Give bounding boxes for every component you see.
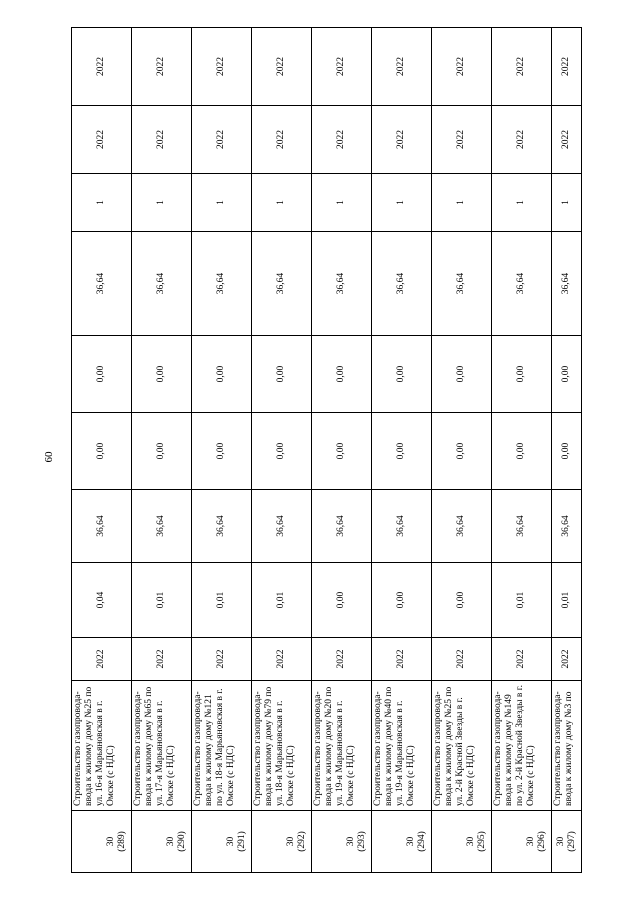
cell-c3: 0,00 xyxy=(72,413,132,490)
cell-year: 2022 xyxy=(372,638,432,681)
cell-c6: 1 xyxy=(372,174,432,232)
cell-c4: 0,00 xyxy=(72,336,132,413)
table-body xyxy=(72,28,582,873)
row-index-cell xyxy=(192,811,252,873)
project-name-cell: Строительство газопровода-ввода к жилому дому №3 по xyxy=(552,681,582,811)
cell-c3: 0,00 xyxy=(372,413,432,490)
row-subindex: (292) xyxy=(297,831,307,852)
cell-c6: 1 xyxy=(252,174,312,232)
cell-c5: 36,64 xyxy=(72,232,132,336)
cell-c1: 0,04 xyxy=(72,563,132,638)
row-index: 30 xyxy=(526,836,536,847)
cell-c7: 2022 xyxy=(432,106,492,174)
cell-c1: 0,01 xyxy=(552,563,582,638)
cell-c1: 0,01 xyxy=(252,563,312,638)
cell-c7: 2022 xyxy=(372,106,432,174)
cell-year: 2022 xyxy=(72,638,132,681)
cell-c1: 0,00 xyxy=(312,563,372,638)
cell-c2: 36,64 xyxy=(72,490,132,563)
cell-year: 2022 xyxy=(492,638,552,681)
project-name-cell: Строительство газопровода-ввода к жилому дому №65 по ул. 17-я Марьяновская в г. Омске (с НДС) xyxy=(132,681,192,811)
row-index-cell xyxy=(492,811,552,873)
cell-c6: 1 xyxy=(492,174,552,232)
row-index-cell xyxy=(372,811,432,873)
cell-c3: 0,00 xyxy=(552,413,582,490)
row-subindex: (295) xyxy=(477,831,487,852)
table-row xyxy=(312,28,372,873)
table-row xyxy=(372,28,432,873)
cell-c4: 0,00 xyxy=(372,336,432,413)
cell-c5: 36,64 xyxy=(492,232,552,336)
cell-c3: 0,00 xyxy=(192,413,252,490)
cell-c2: 36,64 xyxy=(132,490,192,563)
row-index: 30 xyxy=(556,836,566,847)
cell-c2: 36,64 xyxy=(492,490,552,563)
cell-year: 2022 xyxy=(252,638,312,681)
row-index-cell xyxy=(432,811,492,873)
cell-c8: 2022 xyxy=(192,28,252,106)
cell-c6: 1 xyxy=(312,174,372,232)
project-name-cell: Строительство газопровода-ввода к жилому дому №25 по ул. 2-й Красной Звезды в г. Омске (с НДС) xyxy=(432,681,492,811)
cell-c2: 36,64 xyxy=(552,490,582,563)
project-name-cell: Строительство газопровода-ввода к жилому дому №121 по ул. 18-я Марьяновская в г. Омске (с НДС) xyxy=(192,681,252,811)
cell-c2: 36,64 xyxy=(252,490,312,563)
project-name-cell: Строительство газопровода-ввода к жилому дому №40 по ул. 19-я Марьяновская в г. Омске (с НДС) xyxy=(372,681,432,811)
row-index-cell xyxy=(252,811,312,873)
cell-c1: 0,01 xyxy=(492,563,552,638)
cell-c8: 2022 xyxy=(312,28,372,106)
cell-c5: 36,64 xyxy=(312,232,372,336)
cell-year: 2022 xyxy=(432,638,492,681)
project-name-cell: Строительство газопровода-ввода к жилому дому №79 по ул. 18-я Марьяновская в г. Омске (с НДС) xyxy=(252,681,312,811)
row-subindex: (296) xyxy=(537,831,547,852)
cell-c5: 36,64 xyxy=(372,232,432,336)
cell-year: 2022 xyxy=(132,638,192,681)
cell-c3: 0,00 xyxy=(432,413,492,490)
rotated-table-container xyxy=(71,28,581,873)
table-row xyxy=(432,28,492,873)
cell-c1: 0,01 xyxy=(192,563,252,638)
cell-c7: 2022 xyxy=(492,106,552,174)
cell-c6: 1 xyxy=(132,174,192,232)
row-subindex: (297) xyxy=(567,831,577,852)
cell-c7: 2022 xyxy=(72,106,132,174)
cell-c7: 2022 xyxy=(312,106,372,174)
cell-c2: 36,64 xyxy=(432,490,492,563)
cell-c4: 0,00 xyxy=(552,336,582,413)
page-number: 60 xyxy=(43,451,55,463)
row-subindex: (289) xyxy=(117,831,127,852)
row-subindex: (290) xyxy=(177,831,187,852)
cell-c3: 0,00 xyxy=(312,413,372,490)
row-index: 30 xyxy=(466,836,476,847)
cell-c5: 36,64 xyxy=(552,232,582,336)
table-row xyxy=(492,28,552,873)
cell-c8: 2022 xyxy=(372,28,432,106)
row-index: 30 xyxy=(406,836,416,847)
cell-c8: 2022 xyxy=(432,28,492,106)
cell-c6: 1 xyxy=(552,174,582,232)
cell-c1: 0,01 xyxy=(132,563,192,638)
row-subindex: (291) xyxy=(237,831,247,852)
cell-c7: 2022 xyxy=(552,106,582,174)
cell-year: 2022 xyxy=(552,638,582,681)
row-index: 30 xyxy=(226,836,236,847)
cell-c4: 0,00 xyxy=(132,336,192,413)
project-name-cell: Строительство газопровода-ввода к жилому дому №25 по ул. 16-я Марьяновская в г. Омске (с НДС) xyxy=(72,681,132,811)
cell-c3: 0,00 xyxy=(252,413,312,490)
row-index-cell xyxy=(312,811,372,873)
cell-c6: 1 xyxy=(72,174,132,232)
row-subindex: (294) xyxy=(417,831,427,852)
cell-c4: 0,00 xyxy=(492,336,552,413)
row-subindex: (293) xyxy=(357,831,367,852)
cell-c4: 0,00 xyxy=(312,336,372,413)
cell-c6: 1 xyxy=(432,174,492,232)
cell-c5: 36,64 xyxy=(432,232,492,336)
cell-c6: 1 xyxy=(192,174,252,232)
cell-c8: 2022 xyxy=(492,28,552,106)
cell-c2: 36,64 xyxy=(192,490,252,563)
cell-c8: 2022 xyxy=(552,28,582,106)
investment-table xyxy=(71,27,582,873)
cell-c3: 0,00 xyxy=(492,413,552,490)
cell-c4: 0,00 xyxy=(432,336,492,413)
cell-c2: 36,64 xyxy=(372,490,432,563)
cell-c4: 0,00 xyxy=(192,336,252,413)
cell-c1: 0,00 xyxy=(372,563,432,638)
row-index-cell xyxy=(72,811,132,873)
cell-c7: 2022 xyxy=(252,106,312,174)
cell-c2: 36,64 xyxy=(312,490,372,563)
cell-c7: 2022 xyxy=(132,106,192,174)
cell-year: 2022 xyxy=(192,638,252,681)
row-index-cell xyxy=(132,811,192,873)
row-index: 30 xyxy=(346,836,356,847)
cell-c8: 2022 xyxy=(132,28,192,106)
project-name-cell: Строительство газопровода-ввода к жилому дому №149 по ул. 2-й Красной Звезды в г. Омске (с НДС) xyxy=(492,681,552,811)
table-row xyxy=(252,28,312,873)
cell-c7: 2022 xyxy=(192,106,252,174)
cell-c3: 0,00 xyxy=(132,413,192,490)
row-index: 30 xyxy=(166,836,176,847)
cell-year: 2022 xyxy=(312,638,372,681)
cell-c5: 36,64 xyxy=(132,232,192,336)
cell-c8: 2022 xyxy=(252,28,312,106)
row-index: 30 xyxy=(286,836,296,847)
project-name-cell: Строительство газопровода-ввода к жилому дому №20 по ул. 19-я Марьяновская в г. Омске (с НДС) xyxy=(312,681,372,811)
cell-c5: 36,64 xyxy=(192,232,252,336)
table-row xyxy=(132,28,192,873)
cell-c8: 2022 xyxy=(72,28,132,106)
table-row xyxy=(192,28,252,873)
cell-c5: 36,64 xyxy=(252,232,312,336)
cell-c1: 0,00 xyxy=(432,563,492,638)
row-index-cell xyxy=(552,811,582,873)
table-row xyxy=(72,28,132,873)
table-row xyxy=(552,28,582,873)
cell-c4: 0,00 xyxy=(252,336,312,413)
row-index: 30 xyxy=(106,836,116,847)
